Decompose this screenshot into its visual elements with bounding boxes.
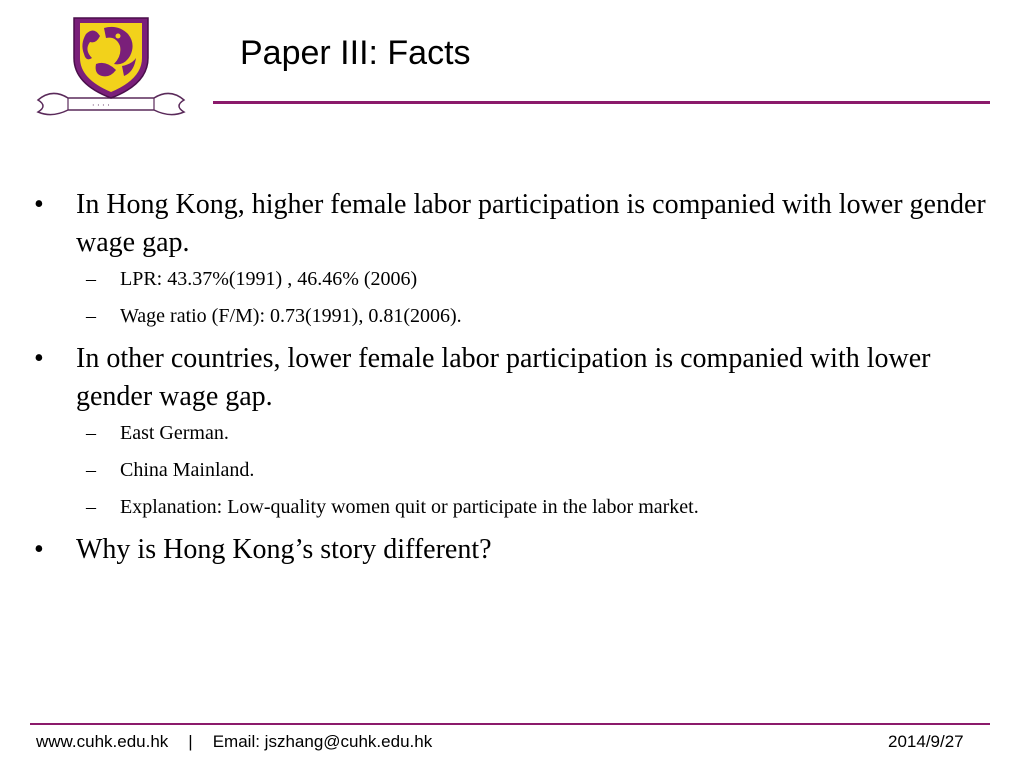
bullet-text: In other countries, lower female labor participation is companied with lower gender wage gap. xyxy=(76,343,931,412)
bullet-marker: • xyxy=(34,189,44,220)
sub-bullet-text: China Mainland. xyxy=(120,459,255,481)
sub-bullet-marker: – xyxy=(86,459,96,481)
bullet-item xyxy=(30,186,990,262)
footer-separator: | xyxy=(188,732,193,751)
bullet-item xyxy=(30,340,990,416)
slide-title: Paper III: Facts xyxy=(240,34,471,72)
bullet-text: Why is Hong Kong’s story different? xyxy=(76,534,492,565)
university-crest-icon xyxy=(34,14,188,122)
slide-body xyxy=(30,186,990,573)
header-divider xyxy=(213,101,990,104)
sub-bullet-item xyxy=(30,420,990,446)
footer-website-link[interactable]: www.cuhk.edu.hk xyxy=(36,732,169,751)
footer-date: 2014/9/27 xyxy=(888,732,964,751)
sub-bullet-item xyxy=(30,303,990,329)
footer-divider xyxy=(30,723,990,725)
sub-bullet-text: East German. xyxy=(120,422,229,444)
svg-text:· · · ·: · · · · xyxy=(92,101,110,110)
footer-left xyxy=(36,733,432,750)
sub-bullet-text: Explanation: Low-quality women quit or participate in the labor market. xyxy=(120,496,699,518)
sub-bullet-text: Wage ratio (F/M): 0.73(1991), 0.81(2006). xyxy=(120,305,462,327)
bullet-marker: • xyxy=(34,534,44,565)
sub-bullet-marker: – xyxy=(86,268,96,290)
bullet-item xyxy=(30,531,990,569)
sub-bullet-text: LPR: 43.37%(1991) , 46.46% (2006) xyxy=(120,268,418,290)
sub-bullet-item xyxy=(30,457,990,483)
sub-bullet-marker: – xyxy=(86,305,96,327)
bullet-marker: • xyxy=(34,343,44,374)
sub-bullet-item xyxy=(30,494,990,520)
footer-email: Email: jszhang@cuhk.edu.hk xyxy=(212,732,433,751)
sub-bullet-marker: – xyxy=(86,422,96,444)
sub-bullet-item xyxy=(30,266,990,292)
sub-bullet-marker: – xyxy=(86,496,96,518)
bullet-text: In Hong Kong, higher female labor participation is companied with lower gender wage gap. xyxy=(76,189,986,258)
